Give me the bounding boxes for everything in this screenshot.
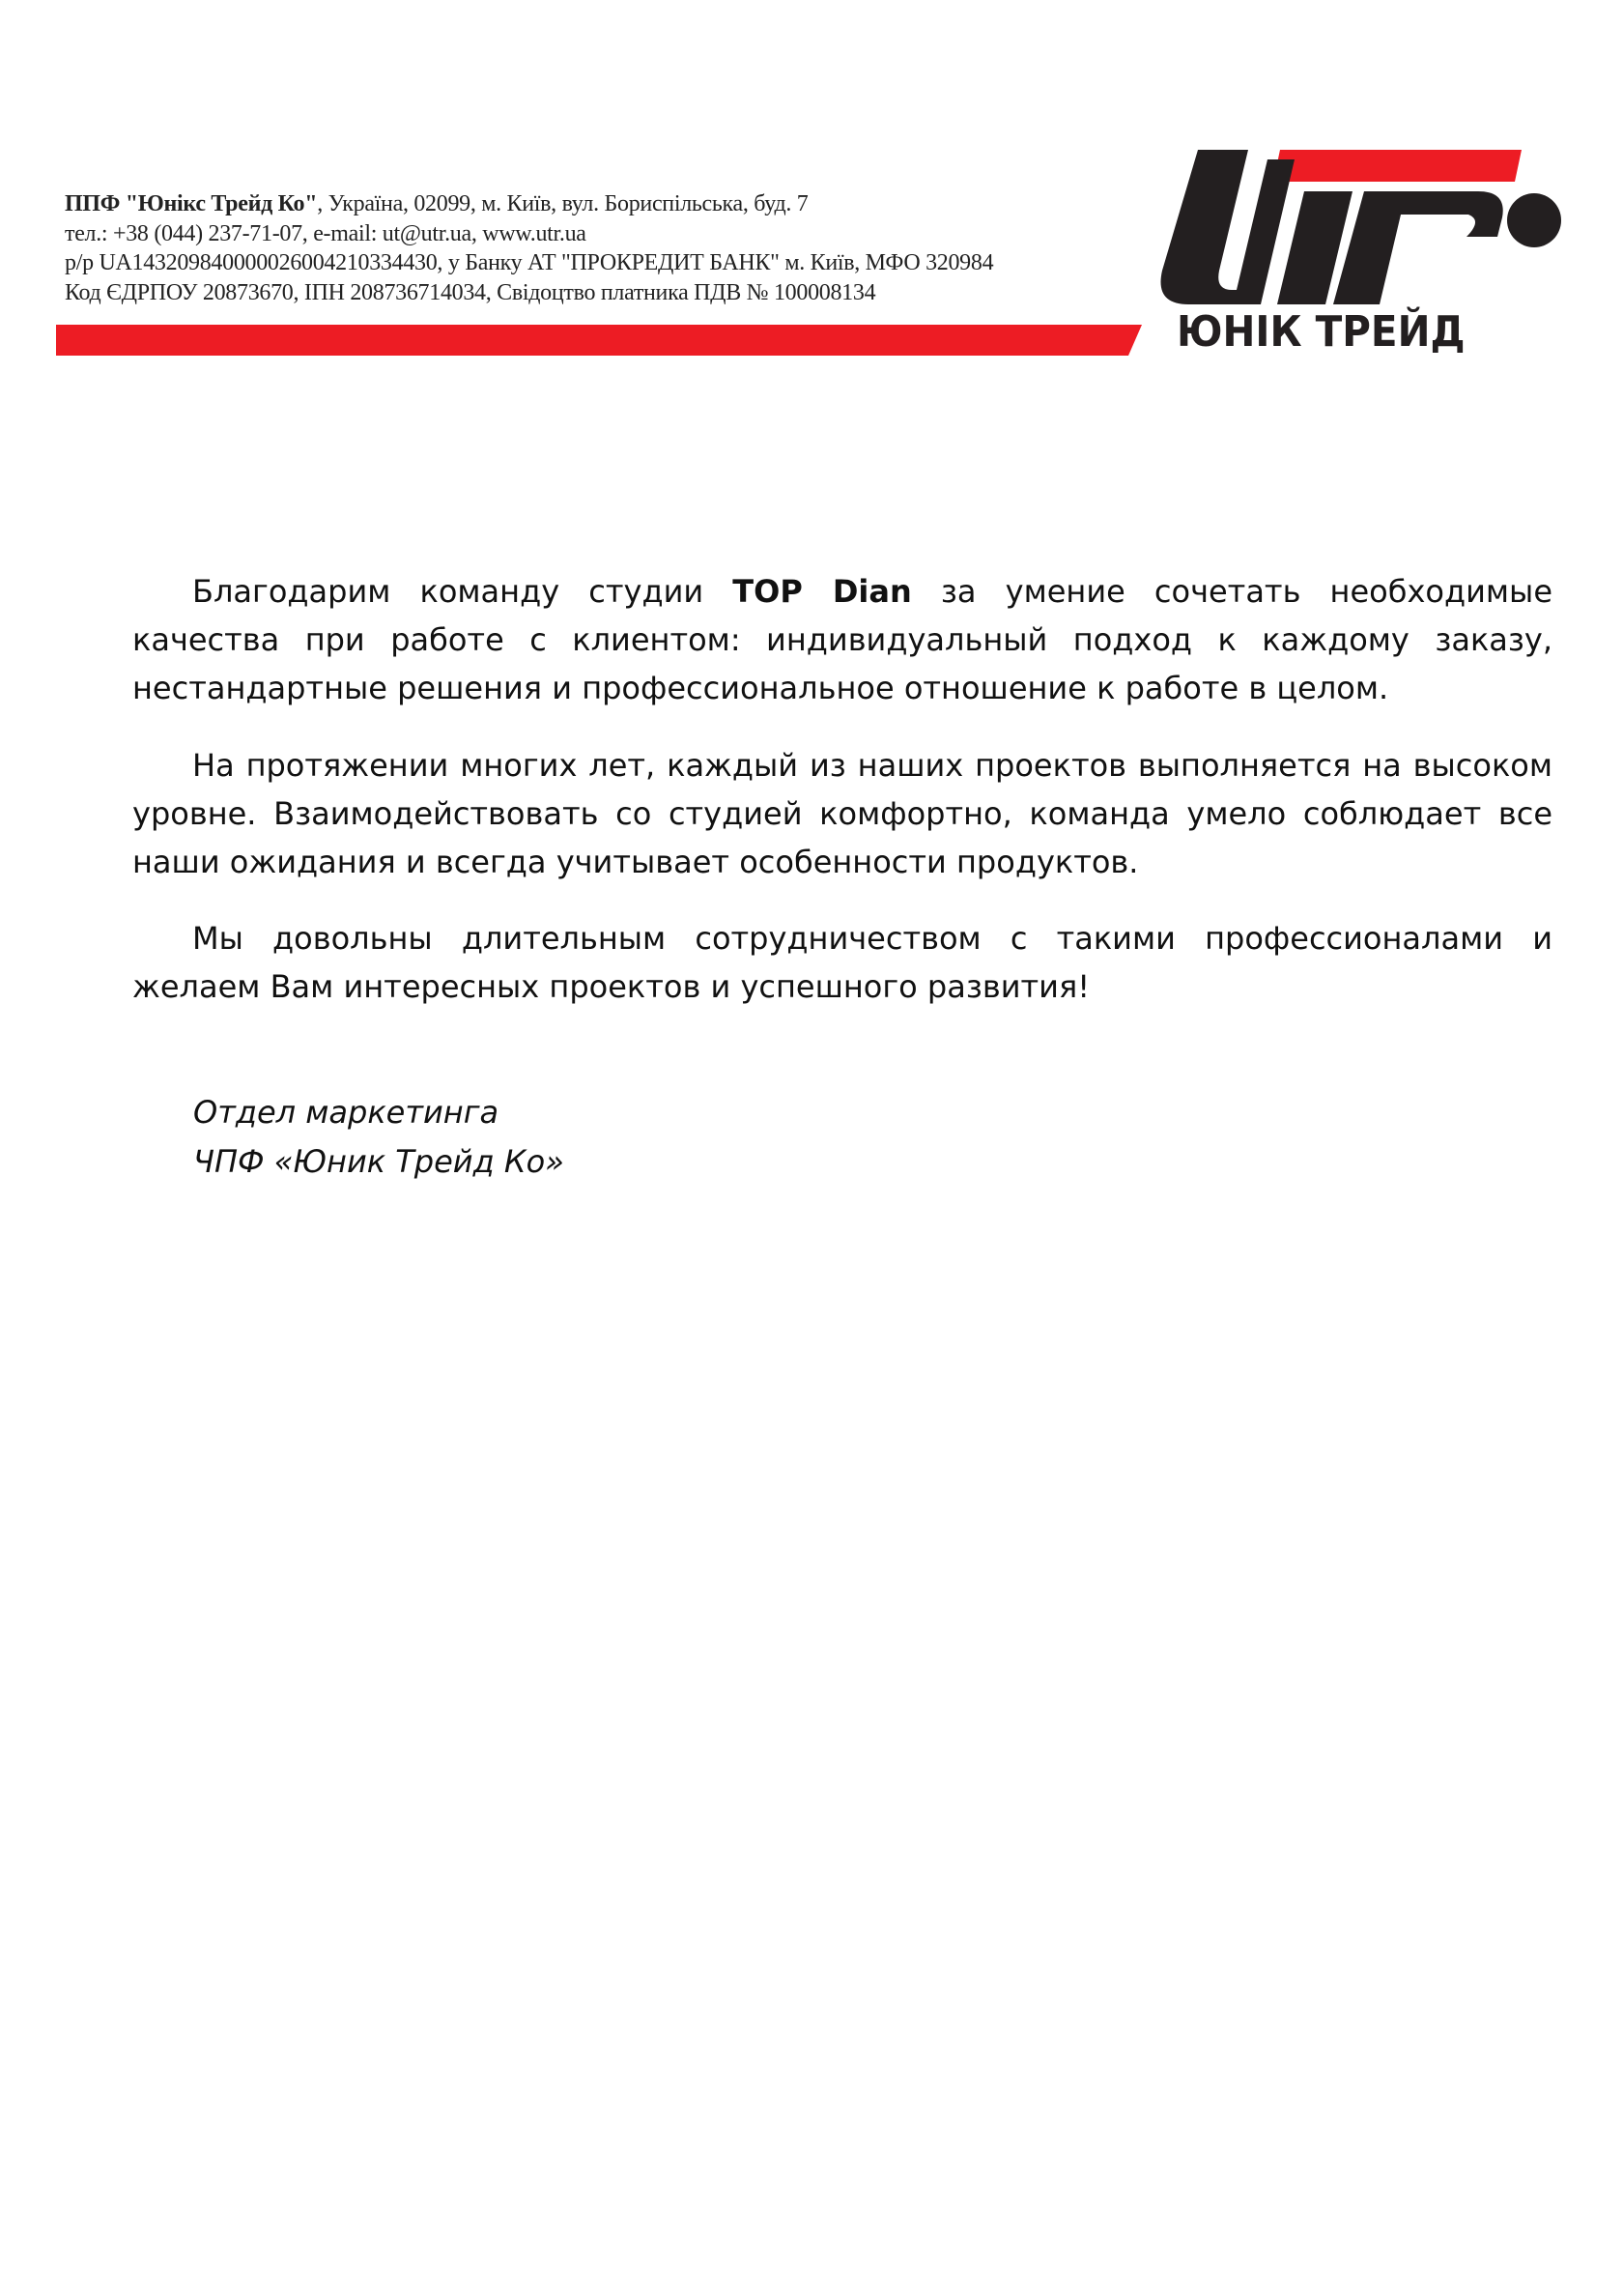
letterhead-company-line [65,189,993,219]
studio-name: TOP Dian [732,573,912,610]
p3-text: Мы довольны длительным сотрудничеством с такими профессионалами и желаем Вам интересных проектов и успешного развития! [132,920,1552,1005]
signature [193,1088,564,1187]
signature-company: ЧПФ «Юник Трейд Ко» [193,1143,564,1180]
letter-paragraph-3 [132,914,1552,1011]
letterhead-red-bar [56,325,1142,356]
logo-letter-r [1333,191,1503,304]
company-address: , Україна, 02099, м. Київ, вул. Бориспільська, буд. 7 [317,191,809,216]
logo-letter-u [1161,150,1295,304]
p2-text: На протяжении многих лет, каждый из наших проектов выполняется на высоком уровне. Взаимодействовать со студией комфортно, команда умело соблюдает все наши ожидания и всегда учитывает особенности продуктов. [132,747,1552,880]
letterhead-bank: р/р UA143209840000026004210334430, у Банку АТ "ПРОКРЕДИТ БАНК" м. Київ, МФО 320984 [65,250,994,275]
letter-paragraph-2 [132,741,1552,886]
letterhead-details [65,189,993,307]
logo-red-stripe [1273,150,1522,182]
letterhead-codes: Код ЄДРПОУ 20873670, ІПН 208736714034, Свідоцтво платника ПДВ № 100008134 [65,279,876,305]
logo-wordmark: ЮНІК ТРЕЙД [1177,307,1466,357]
company-name: ППФ "Юнікс Трейд Ко" [65,191,318,216]
letter-paragraph-1 [132,567,1552,712]
logo-dot [1507,193,1561,247]
signature-department: Отдел маркетинга [193,1094,499,1131]
letterhead-contacts: тел.: +38 (044) 237-71-07, e-mail: ut@utr.ua, www.utr.ua [65,220,586,246]
p1-text-end: за умение сочетать необходимые качества при работе с клиентом: индивидуальный подход к каждому заказу, нестандартные решения и профессиональное отношение к работе в целом. [132,573,1553,706]
p1-text-start: Благодарим команду студии [192,573,733,610]
